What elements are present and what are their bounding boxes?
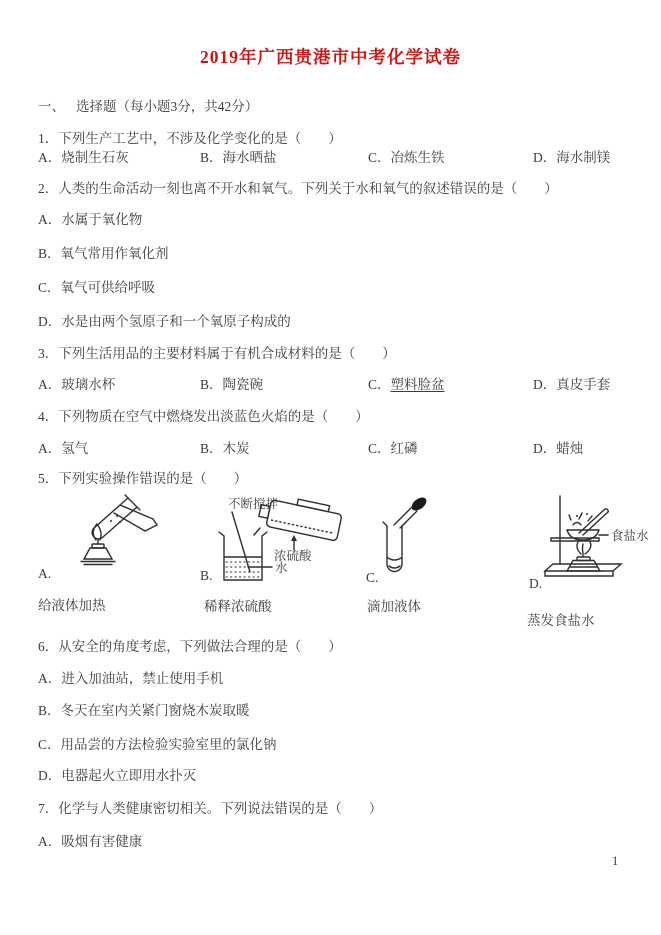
figure-a-caption: 给液体加热: [38, 598, 106, 613]
stir-annotation: 不断搅拌: [228, 497, 279, 511]
clamp-handle: [145, 519, 157, 531]
lamp-body: [84, 548, 112, 559]
glass-rod-tip: [605, 509, 608, 512]
q3-option-c-prefix: C．: [368, 377, 391, 392]
flame-left: [577, 542, 581, 554]
salt-water-annotation: 食盐水: [611, 529, 649, 543]
flame-right: [585, 542, 591, 554]
q5-figure-c: [365, 488, 465, 638]
acid-arrowhead: [291, 535, 297, 541]
q1-option-b: B．海水晒盐: [200, 150, 277, 165]
figure-c-label: C.: [366, 570, 379, 585]
dropper-tube-1: [394, 507, 412, 525]
q6-option-d: D．电器起火立即用水扑灭: [38, 768, 197, 783]
water-annotation: 水: [275, 561, 288, 575]
q4-option-a: A．氢气: [38, 441, 89, 456]
q3-option-c-underlined: 塑料脸盆: [390, 377, 445, 392]
spatter-lines: [569, 513, 592, 521]
q1-option-a: A．烧制生石灰: [38, 150, 129, 165]
q4-option-b: B．木炭: [200, 441, 250, 456]
flame: [93, 524, 101, 540]
q6-option-c: C．用品尝的方法检验实验室里的氯化钠: [38, 737, 277, 752]
bottle-cap-strip: [297, 499, 330, 512]
figure-b-caption: 稀释浓硫酸: [204, 599, 272, 614]
dilute-acid-diagram: [200, 492, 352, 588]
q3-option-c: [368, 377, 445, 394]
glass-rod-2: [583, 512, 608, 535]
section-heading: 选择题（每小题3分，共42分）: [76, 99, 259, 114]
figure-c-caption: 滴加液体: [367, 599, 421, 614]
test-tube-upper-wall: [94, 498, 128, 528]
q7-option-a: A．吸烟有害健康: [38, 834, 143, 849]
flame-inner: [583, 544, 584, 553]
figure-d-caption: 蒸发食盐水: [527, 613, 595, 628]
dropper-test-tube-diagram: [367, 492, 462, 587]
q5-figure-row: [0, 488, 661, 638]
q2-option-b: B．氧气常用作氧化剂: [38, 246, 169, 261]
q5-figure-d: [515, 488, 661, 638]
lamp-body: [567, 561, 600, 572]
q2-option-d: D．水是由两个氢原子和一个氧原子构成的: [38, 314, 291, 329]
droplet-1: [116, 515, 118, 517]
liquid-bottom-shade: [389, 566, 400, 568]
figure-b-label: B.: [200, 568, 213, 583]
page-number: 1: [612, 854, 619, 868]
pour-stream: [254, 528, 260, 535]
q3-option-a: A．玻璃水杯: [38, 377, 116, 392]
q5-figure-b: [200, 488, 365, 638]
bottle-liquid: [271, 520, 334, 533]
q5-figure-a: [38, 488, 198, 638]
q5-stem: 5．下列实验操作错误的是（ ）: [38, 471, 248, 486]
q1-stem: 1．下列生产工艺中，不涉及化学变化的是（ ）: [38, 131, 342, 146]
steam-squiggle-1: [573, 523, 581, 526]
dropper-bulb: [409, 495, 429, 513]
droplet-2: [110, 520, 112, 522]
heating-test-tube-diagram: [40, 494, 162, 568]
q4-option-c: C．红磷: [368, 441, 418, 456]
q1-option-c: C．冶炼生铁: [368, 150, 445, 165]
beaker: [219, 532, 267, 580]
q2-option-a: A．水属于氧化物: [38, 212, 143, 227]
tube-rim-left: [383, 522, 387, 526]
stand-base-front: [545, 571, 613, 576]
section-numeral: 一、: [38, 99, 65, 114]
page-title: 2019年广西贵港市中考化学试卷: [200, 47, 461, 67]
q6-option-b: B．冬天在室内关紧门窗烧木炭取暖: [38, 703, 250, 718]
droplet-3: [119, 521, 121, 523]
clamp-arm-2: [114, 513, 145, 531]
tube-rim-right: [402, 522, 406, 526]
figure-d-label: D.: [529, 576, 543, 591]
q3-option-b: B．陶瓷碗: [200, 377, 264, 392]
q3-stem: 3．下列生活用品的主要材料属于有机合成材料的是（ ）: [38, 346, 396, 361]
q3-option-d: D．真皮手套: [533, 377, 611, 392]
acid-annotation: 浓硫酸: [274, 549, 312, 563]
q4-stem: 4．下列物质在空气中燃烧发出淡蓝色火焰的是（ ）: [38, 409, 369, 424]
q6-stem: 6．从安全的角度考虑，下列做法合理的是（ ）: [38, 639, 342, 654]
q4-option-d: D．蜡烛: [533, 441, 584, 456]
spatter-dot-2: [586, 513, 588, 515]
spatter-dot-1: [576, 515, 578, 517]
figure-a-label: A.: [38, 566, 52, 581]
q7-stem: 7．化学与人类健康密切相关。下列说法错误的是（ ）: [38, 801, 383, 816]
liquid-surface: [388, 558, 401, 560]
q2-stem: 2．人类的生命活动一刻也离不开水和氧气。下列关于水和氧气的叙述错误的是（ ）: [38, 181, 558, 196]
q6-option-a: A．进入加油站，禁止使用手机: [38, 671, 224, 686]
q2-option-c: C．氧气可供给呼吸: [38, 280, 156, 295]
q1-option-d: D．海水制镁: [533, 150, 611, 165]
glass-rod: [232, 512, 250, 572]
